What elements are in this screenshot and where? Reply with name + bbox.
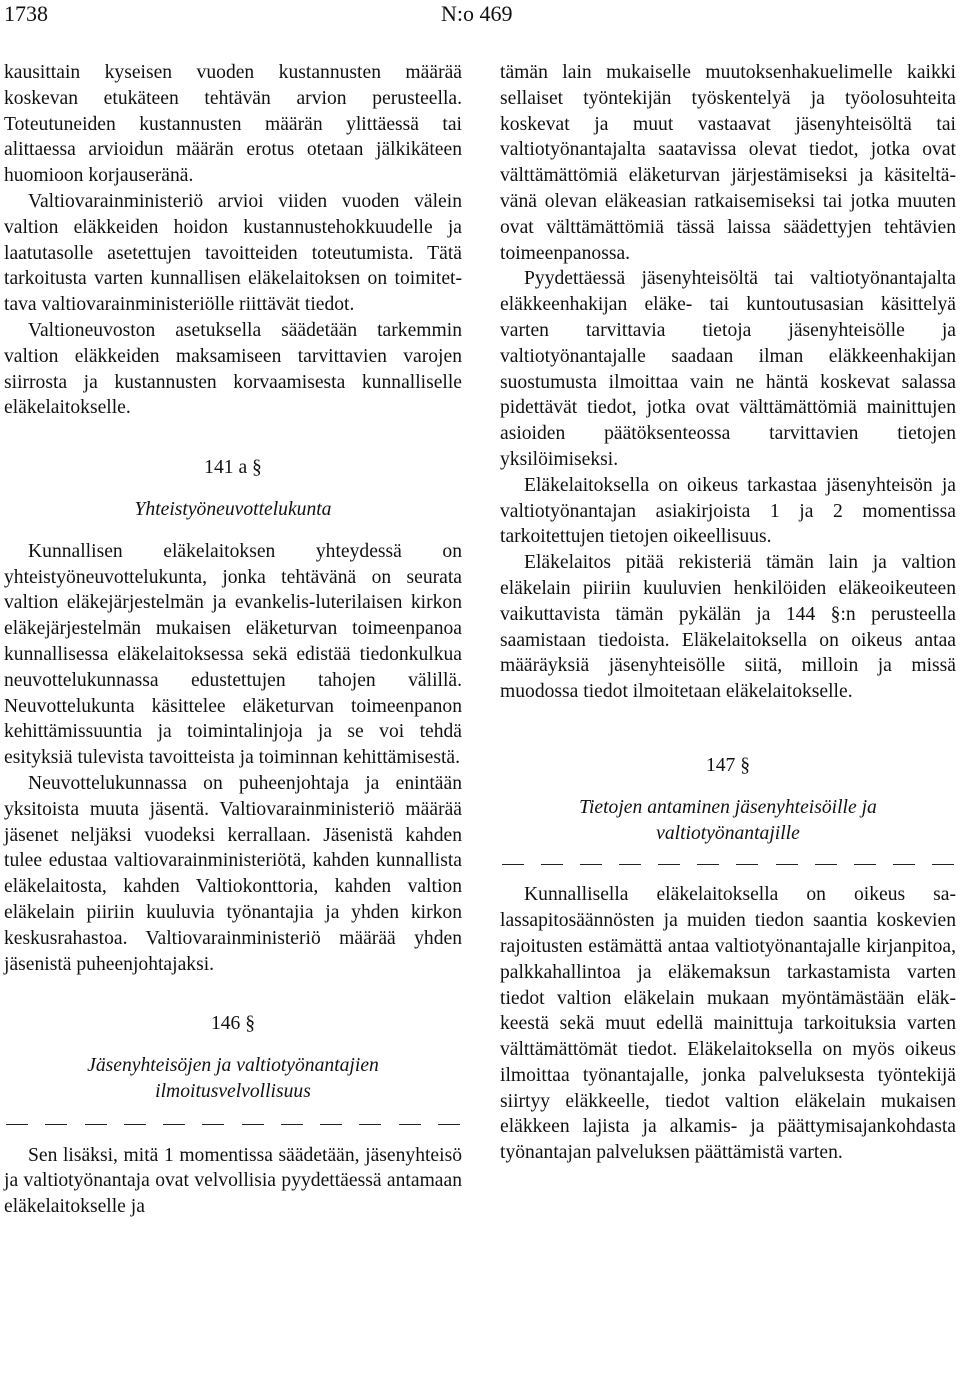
page-number: 1738 xyxy=(4,1,48,26)
document-number: N:o 469 xyxy=(441,1,513,26)
section-number-147: 147 § xyxy=(705,754,751,776)
section-number-141a: 141 a § xyxy=(204,457,262,479)
paragraph: Kunnallisella eläkelaitoksella on oikeus salassapitosäännösten ja muiden tiedon saantia koskevien rajoitusten estämättä antaa valtiotyönantajalle kirjanpitoa, palkkahallintoa ja eläkemaksun tarkastamista varten tiedot valtion eläkelain mukaan myöntämästään eläkkeestä sekä muut edellä mainittuja tarkoituksia varten välttämättömät tiedot. Eläkelaitoksella on myös oikeus ilmoittaa työnantajalle, jonka palveluksesta työntekijä siirtyy eläkkeelle, tiedot valtion eläkelain mukaisen eläkkeen lajista ja alkamis- ja päättymisajankohdasta työnantajan palveluksen päättämistä varten. xyxy=(500,884,956,1164)
paragraph: Valtioneuvoston asetuksella säädetään tarkemmin valtion eläkkeiden maksamiseen tarvittavien varojen siirrosta ja kustannusten korvaamisesta kunnalliselle eläkelaitokselle. xyxy=(4,319,462,419)
paragraph: tämän lain mukaiselle muutoksenhakuelimelle kaikki sellaiset työntekijän työskentelyä ja työolosuhteita koskevat ja muut vastaavat jäsenyhteisöltä tai valtiotyönantajalta saatavissa olevat tiedot, jotka ovat välttämättömiä eläketurvan järjestämiseksi ja käsiteltävänä olevan eläkeasian ratkaisemiseksi tai jotka muuten ovat välttämättömiä tässä laissa säädettyjen tehtävien toimeenpanossa. xyxy=(500,62,956,264)
left-column xyxy=(4,60,462,1220)
section-title-146: Jäsenyhteisöjen ja valtiotyönantajien ilmoitusvelvollisuus xyxy=(87,1055,379,1102)
section-number-146: 146 § xyxy=(210,1013,256,1035)
section-title-147-line1: Tietojen antaminen jäsenyhteisöille ja xyxy=(579,796,877,818)
paragraph: Pyydettäessä jäsenyhteisöltä tai valtiotyönantajalta eläkkeenhakijan eläke- tai kuntoutusasian käsittelyä varten tarvittavia tietoja jäsenyhteisölle ja valtiotyönantajalle saadaan ilman eläkkeenhakijan suostumusta ilmoittaa vain ne häntä koskevat salassa pidettävät tiedot, jotka ovat välttämättömiä mainittujen asioiden päätöksenteossa tarvittavien tietojen yksilöimiseksi. xyxy=(500,268,956,470)
section-title-147 xyxy=(500,795,956,847)
omission-dash-line xyxy=(6,1121,460,1129)
paragraph: Sen lisäksi, mitä 1 momentissa säädetään, jäsenyhteisö ja valtiotyönantaja ovat velvollisia pyydettäessä antamaan eläkelaitokselle ja xyxy=(4,1144,462,1218)
paragraph: Eläkelaitos pitää rekisteriä tämän lain ja valtion eläkelain piiriin kuuluvien henkilöiden eläkeoikeuteen vaikuttavista tämän pykälän ja 144 §:n perusteella saamistaan tiedoista. Eläkelaitoksella on oikeus antaa määräyksiä jäsenyhteisölle siitä, milloin ja missä muodossa tiedot ilmoitetaan eläkelaitokselle. xyxy=(500,552,956,703)
omission-dash-line xyxy=(502,860,954,868)
section-title-147-line2: valtiotyönantajille xyxy=(656,822,800,844)
section-title-141a: Yhteistyöneuvottelukunta xyxy=(134,498,332,520)
page-header xyxy=(4,0,956,40)
paragraph: Valtiovarainministeriö arvioi viiden vuoden välein valtion eläkkeiden hoidon kustannustehokkuudelle ja laatutasolle asetettujen tavoitteiden toteutumista. Tätä tarkoitusta varten kunnallisen eläkelaitoksen on toimitettava valtiovarainministeriölle riittävät tiedot. xyxy=(4,190,462,316)
paragraph: Eläkelaitoksella on oikeus tarkastaa jäsenyhteisön ja valtiotyönantajan asiakirjoista 1 ja 2 momentissa tarkoitettujen tietojen oikeellisuus. xyxy=(500,474,956,548)
right-column xyxy=(500,60,956,1166)
paragraph: kausittain kyseisen vuoden kustannusten määrää koskevan etukäteen tehtävän arvion perusteella. Toteutuneiden kustannusten määrän ylittäessä tai alittaessa arvioidun määrän erotus otetaan jälkikäteen huomioon korjauseränä. xyxy=(4,62,462,187)
paragraph: Neuvottelukunnassa on puheenjohtaja ja enintään yksitoista muuta jäsentä. Valtiovarainministeriö määrää jäsenet neljäksi vuodeksi kerrallaan. Jäsenistä kahden tulee edustaa valtiovarainministeriötä, kahden kunnallista eläkelaitosta, kahden Valtiokonttoria, kahden valtion eläkelain piiriin kuuluvia työnantajia ja yhden kirkon keskusrahastoa. Valtiovarainministeriö määrää yhden jäsenistä puheenjohtajaksi. xyxy=(4,772,462,975)
paragraph: Kunnallisen eläkelaitoksen yhteydessä on yhteistyöneuvottelukunta, jonka tehtävänä on seurata valtion eläkejärjestelmän ja evankelis-luterilaisen kirkon eläkejärjestelmän mukaisen eläketurvan toimeenpanoa kunnallisessa eläkelaitoksessa sekä edistää tiedonkulkua neuvottelukunnassa edustettujen tahojen välillä. Neuvottelukunta käsittelee eläketurvan toimeenpanon kehittämissuuntia ja toimintalinjoja ja se voi tehdä esityksiä tulevista tavoitteista ja toiminnan kehittämisestä. xyxy=(4,540,462,769)
